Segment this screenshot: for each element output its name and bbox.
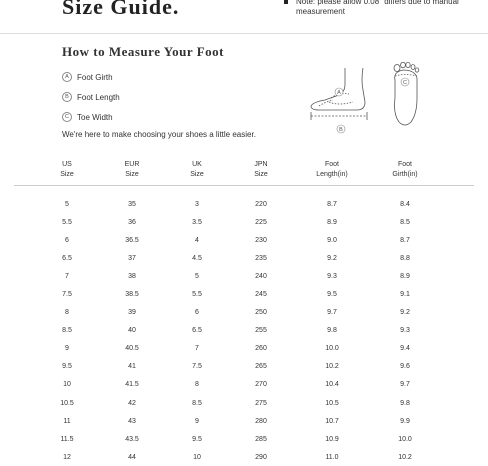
legend-item-foot-length — [62, 92, 120, 102]
table-cell-eur-size: 35 — [128, 200, 136, 208]
table-cell-jpn-size: 270 — [255, 381, 267, 389]
circled-letter-icon: A — [62, 72, 72, 82]
column-header-line: Length(in) — [316, 171, 348, 178]
table-cell-foot-length: 11.0 — [325, 453, 339, 461]
table-cell-us-size: 8 — [65, 309, 69, 317]
table-cell-uk-size: 5.5 — [192, 291, 202, 299]
size-chart-table — [36, 157, 440, 466]
table-cell-jpn-size: 230 — [255, 236, 267, 244]
table-cell-foot-length: 10.4 — [325, 381, 339, 389]
column-header-line: JPN — [254, 161, 268, 168]
table-row — [36, 322, 440, 340]
page-title: Size Guide. — [62, 0, 180, 19]
table-cell-jpn-size: 280 — [255, 417, 267, 425]
column-header-uk-size — [166, 157, 228, 183]
table-cell-foot-length: 10.9 — [325, 435, 339, 443]
foot-measurement-illustration — [305, 62, 455, 138]
column-header-line: EUR — [124, 161, 140, 168]
table-cell-foot-girth: 9.3 — [400, 327, 410, 335]
table-cell-eur-size: 40 — [128, 327, 136, 335]
table-cell-foot-girth: 8.7 — [400, 236, 410, 244]
table-cell-jpn-size: 245 — [255, 291, 267, 299]
table-row — [36, 249, 440, 267]
table-cell-us-size: 7 — [65, 272, 69, 280]
section-heading: How to Measure Your Foot — [62, 44, 224, 59]
table-cell-jpn-size: 265 — [255, 363, 267, 371]
table-cell-uk-size: 3 — [195, 200, 199, 208]
table-cell-eur-size: 44 — [128, 453, 136, 461]
table-cell-uk-size: 3.5 — [192, 218, 202, 226]
column-header-eur-size — [98, 157, 166, 183]
table-cell-foot-girth: 9.6 — [400, 363, 410, 371]
column-header-jpn-size — [228, 157, 294, 183]
table-cell-foot-length: 9.2 — [327, 254, 337, 262]
table-cell-us-size: 5 — [65, 200, 69, 208]
table-cell-eur-size: 41.5 — [125, 381, 139, 389]
table-cell-jpn-size: 275 — [255, 399, 267, 407]
table-row — [36, 213, 440, 231]
foot-sole-view-icon — [394, 62, 419, 125]
table-cell-jpn-size: 250 — [255, 309, 267, 317]
column-header-us-size — [36, 157, 98, 183]
table-spacer-row — [36, 183, 440, 195]
column-header-foot-length — [294, 157, 370, 183]
svg-text:C: C — [403, 80, 407, 86]
table-cell-eur-size: 37 — [128, 254, 136, 262]
table-cell-uk-size: 6 — [195, 309, 199, 317]
table-cell-foot-length: 9.3 — [327, 272, 337, 280]
table-cell-foot-girth: 8.4 — [400, 200, 410, 208]
table-cell-uk-size: 6.5 — [192, 327, 202, 335]
table-cell-uk-size: 8.5 — [192, 399, 202, 407]
svg-text:B: B — [339, 127, 343, 133]
header-divider — [0, 33, 488, 34]
table-cell-foot-length: 10.0 — [325, 345, 339, 353]
table-cell-us-size: 5.5 — [62, 218, 72, 226]
measurement-legend — [62, 72, 120, 132]
table-cell-foot-girth: 9.8 — [400, 399, 410, 407]
table-cell-us-size: 6.5 — [62, 254, 72, 262]
column-header-line: Size — [254, 171, 268, 178]
table-cell-foot-girth: 9.4 — [400, 345, 410, 353]
table-cell-jpn-size: 235 — [255, 254, 267, 262]
table-cell-jpn-size: 290 — [255, 453, 267, 461]
table-cell-uk-size: 9 — [195, 417, 199, 425]
table-cell-uk-size: 7 — [195, 345, 199, 353]
legend-item-toe-width — [62, 112, 120, 122]
table-cell-us-size: 9 — [65, 345, 69, 353]
legend-label: Toe Width — [77, 112, 113, 122]
table-cell-us-size: 9.5 — [62, 363, 72, 371]
table-cell-eur-size: 43.5 — [125, 435, 139, 443]
table-cell-eur-size: 36.5 — [125, 236, 139, 244]
bullet-icon — [284, 0, 288, 4]
table-cell-foot-girth: 9.7 — [400, 381, 410, 389]
table-cell-jpn-size: 225 — [255, 218, 267, 226]
table-cell-uk-size: 4.5 — [192, 254, 202, 262]
table-cell-us-size: 10 — [63, 381, 71, 389]
table-cell-foot-girth: 9.1 — [400, 291, 410, 299]
table-cell-uk-size: 10 — [193, 453, 201, 461]
table-cell-uk-size: 8 — [195, 381, 199, 389]
measurement-note — [284, 0, 474, 17]
table-cell-foot-girth: 9.2 — [400, 309, 410, 317]
label-c-icon — [401, 78, 409, 86]
column-header-line: Foot — [397, 161, 412, 168]
column-header-foot-girth — [370, 157, 440, 183]
table-cell-us-size: 11 — [63, 417, 71, 425]
legend-item-foot-girth — [62, 72, 120, 82]
column-header-line: UK — [192, 161, 202, 168]
table-row — [36, 394, 440, 412]
circled-letter-icon: B — [62, 92, 72, 102]
table-cell-foot-length: 10.7 — [325, 417, 339, 425]
column-header-line: Size — [190, 171, 204, 178]
table-cell-foot-girth: 9.9 — [400, 417, 410, 425]
table-body — [36, 183, 440, 466]
table-cell-eur-size: 41 — [128, 363, 136, 371]
column-header-line: Size — [60, 171, 74, 178]
table-cell-foot-length: 9.0 — [327, 236, 337, 244]
table-row — [36, 376, 440, 394]
table-cell-jpn-size: 255 — [255, 327, 267, 335]
table-cell-foot-length: 9.7 — [327, 309, 337, 317]
table-cell-eur-size: 38 — [128, 272, 136, 280]
table-cell-foot-length: 10.2 — [325, 363, 339, 371]
legend-label: Foot Length — [77, 92, 120, 102]
table-cell-foot-length: 9.8 — [327, 327, 337, 335]
column-header-line: Foot — [324, 161, 339, 168]
table-cell-us-size: 6 — [65, 236, 69, 244]
table-cell-foot-girth: 8.9 — [400, 272, 410, 280]
note-text: Note: please allow 0.08" differs due to manual measurement — [296, 0, 459, 16]
table-cell-eur-size: 40.5 — [125, 345, 139, 353]
table-row — [36, 304, 440, 322]
table-cell-us-size: 10.5 — [60, 399, 74, 407]
column-header-line: Size — [125, 171, 139, 178]
table-cell-foot-girth: 8.8 — [400, 254, 410, 262]
table-cell-us-size: 7.5 — [62, 291, 72, 299]
table-cell-foot-length: 8.7 — [327, 200, 337, 208]
table-row — [36, 340, 440, 358]
legend-label: Foot Girth — [77, 72, 113, 82]
table-cell-foot-length: 8.9 — [327, 218, 337, 226]
label-a-icon — [335, 88, 343, 96]
table-cell-jpn-size: 260 — [255, 345, 267, 353]
table-row — [36, 412, 440, 430]
table-row — [36, 285, 440, 303]
table-cell-eur-size: 38.5 — [125, 291, 139, 299]
svg-text:A: A — [337, 90, 341, 96]
table-cell-eur-size: 36 — [128, 218, 136, 226]
table-cell-uk-size: 7.5 — [192, 363, 202, 371]
table-cell-foot-girth: 10.2 — [398, 453, 412, 461]
table-cell-us-size: 8.5 — [62, 327, 72, 335]
label-b-icon — [337, 125, 345, 133]
table-cell-eur-size: 42 — [128, 399, 136, 407]
table-cell-foot-length: 10.5 — [325, 399, 339, 407]
table-row — [36, 448, 440, 466]
intro-text: We're here to make choosing your shoes a little easier. — [62, 130, 256, 139]
table-cell-uk-size: 4 — [195, 236, 199, 244]
table-cell-foot-girth: 8.5 — [400, 218, 410, 226]
table-cell-uk-size: 9.5 — [192, 435, 202, 443]
table-row — [36, 195, 440, 213]
table-cell-eur-size: 39 — [128, 309, 136, 317]
table-cell-jpn-size: 220 — [255, 200, 267, 208]
column-header-line: Girth(in) — [392, 171, 418, 178]
table-cell-eur-size: 43 — [128, 417, 136, 425]
table-row — [36, 231, 440, 249]
table-cell-uk-size: 5 — [195, 272, 199, 280]
circled-letter-icon: C — [62, 112, 72, 122]
table-row — [36, 267, 440, 285]
table-row — [36, 430, 440, 448]
table-cell-us-size: 12 — [63, 453, 71, 461]
table-cell-us-size: 11.5 — [60, 435, 74, 443]
table-cell-foot-girth: 10.0 — [398, 435, 412, 443]
table-header-row — [36, 157, 440, 183]
table-cell-jpn-size: 285 — [255, 435, 267, 443]
column-header-line: US — [62, 161, 72, 168]
table-cell-foot-length: 9.5 — [327, 291, 337, 299]
table-row — [36, 358, 440, 376]
table-cell-jpn-size: 240 — [255, 272, 267, 280]
